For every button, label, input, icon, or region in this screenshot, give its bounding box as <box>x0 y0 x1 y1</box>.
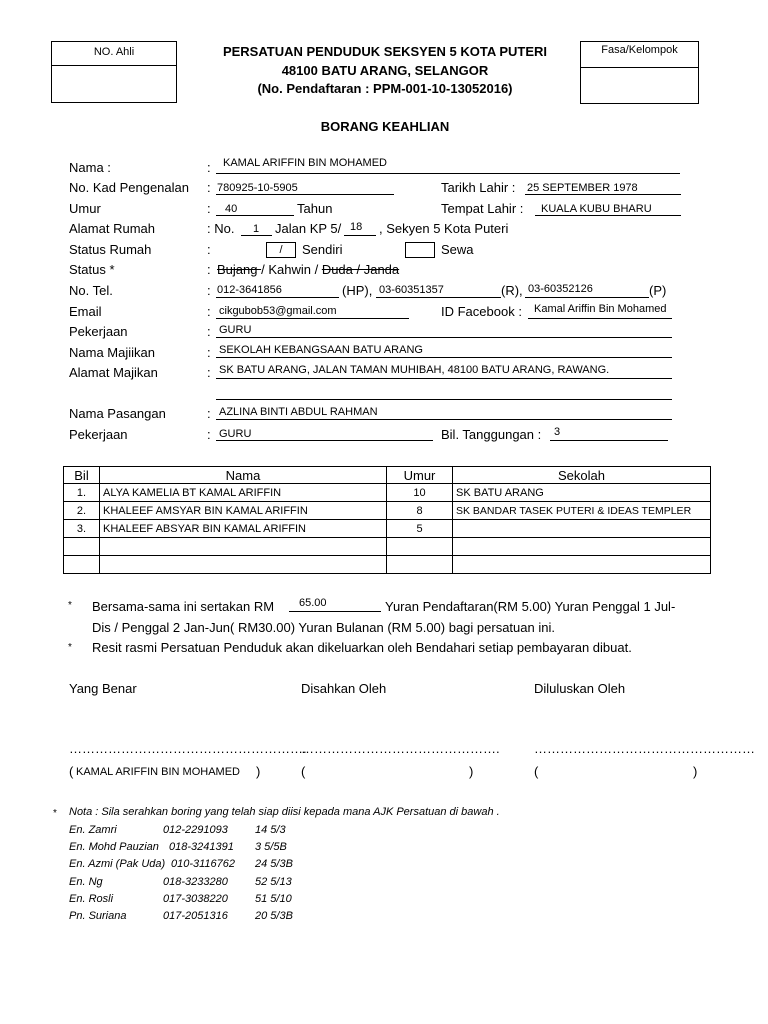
status-options[interactable] <box>217 262 399 277</box>
colon: : <box>207 427 211 442</box>
hp-suffix: (HP), <box>342 283 373 298</box>
alamat-jalan-prefix: Jalan KP 5/ <box>275 221 342 236</box>
no-ahli-box <box>51 41 177 103</box>
fb-label: ID Facebook : <box>441 304 522 319</box>
alamat-label: Alamat Rumah <box>69 221 155 236</box>
status-bujang: Bujang <box>217 262 262 277</box>
tel-label: No. Tel. <box>69 283 113 298</box>
email-field[interactable]: cikgubob53@gmail.com <box>219 305 337 317</box>
disahkan-open-paren: ( <box>301 764 306 779</box>
no-ahli-label: NO. Ahli <box>93 46 135 58</box>
umur-field[interactable]: 40 <box>225 203 238 215</box>
contact-address: 3 5/5B <box>255 841 287 853</box>
sendiri-label: Sendiri <box>302 242 343 257</box>
pekerjaan2-label: Pekerjaan <box>69 427 128 442</box>
tel-r-field[interactable]: 03-60351357 <box>379 284 444 296</box>
tel-hp-field[interactable]: 012-3641856 <box>217 284 282 296</box>
cell-nama[interactable] <box>100 556 387 574</box>
fee-line1-prefix: Bersama-sama ini sertakan RM <box>92 599 275 614</box>
contact-address: 14 5/3 <box>255 824 286 836</box>
cell-nama[interactable]: KHALEEF ABSYAR BIN KAMAL ARIFFIN <box>100 520 387 538</box>
cell-nama[interactable]: KHALEEF AMSYAR BIN KAMAL ARIFFIN <box>100 502 387 520</box>
contact-address: 24 5/3B <box>255 858 293 870</box>
email-label: Email <box>69 304 102 319</box>
tanggungan-label: Bil. Tanggungan : <box>441 427 542 442</box>
colon: : <box>207 160 211 175</box>
dob-field[interactable]: 25 SEPTEMBER 1978 <box>527 182 638 194</box>
col-umur: Umur <box>387 467 453 484</box>
alamat-no-field[interactable]: 1 <box>253 223 260 235</box>
sewa-label: Sewa <box>441 242 474 257</box>
contact-phone: 017-2051316 <box>163 910 228 922</box>
diluluskan-open-paren: ( <box>534 764 539 779</box>
yang-benar-label: Yang Benar <box>69 681 137 696</box>
contact-address: 51 5/10 <box>255 893 292 905</box>
contact-name: En. Zamri <box>69 824 117 836</box>
dob-label: Tarikh Lahir : <box>441 180 516 195</box>
colon: : <box>207 201 211 216</box>
colon: : <box>207 242 211 257</box>
cell-umur[interactable] <box>387 556 453 574</box>
fee-line2: Dis / Penggal 2 Jan-Jun( RM30.00) Yuran Bulanan (RM 5.00) bagi persatuan ini. <box>92 620 555 635</box>
alamat-no-prefix: : No. <box>207 221 235 236</box>
colon: : <box>207 262 211 277</box>
tanggungan-field[interactable]: 3 <box>554 426 561 438</box>
table-row <box>64 556 711 574</box>
cell-nama[interactable] <box>100 538 387 556</box>
colon: : <box>207 180 211 195</box>
org-address: 48100 BATU ARANG, SELANGOR <box>281 63 489 78</box>
signer-name[interactable]: KAMAL ARIFFIN BIN MOHAMED <box>76 766 241 778</box>
disahkan-close-paren: ) <box>469 764 474 779</box>
note-text: Nota : Sila serahkan boring yang telah siap diisi kepada mana AJK Persatuan di bawah . <box>69 806 500 818</box>
contact-address: 20 5/3B <box>255 910 293 922</box>
cell-umur[interactable]: 5 <box>387 520 453 538</box>
alamat-jalan-field[interactable]: 18 <box>350 221 363 233</box>
fb-field[interactable]: Kamal Ariffin Bin Mohamed <box>534 303 667 315</box>
cell-umur[interactable] <box>387 538 453 556</box>
contact-name: En. Rosli <box>69 893 114 905</box>
status-rumah-label: Status Rumah <box>69 242 152 257</box>
majikan-field[interactable]: SEKOLAH KEBANGSAAN BATU ARANG <box>219 344 423 356</box>
bullet-icon: * <box>68 600 72 611</box>
cell-sekolah[interactable]: SK BANDAR TASEK PUTERI & IDEAS TEMPLER <box>453 502 711 520</box>
status-label: Status * <box>69 262 115 277</box>
table-row <box>64 538 711 556</box>
colon: : <box>207 365 211 380</box>
check-mark: / <box>279 244 283 256</box>
bullet-icon: * <box>68 642 72 653</box>
contact-address: 52 5/13 <box>255 876 292 888</box>
status-kahwin: / Kahwin / <box>261 262 319 277</box>
contact-name: En. Azmi (Pak Uda) <box>69 858 166 870</box>
org-name: PERSATUAN PENDUDUK SEKSYEN 5 KOTA PUTERI <box>222 44 548 59</box>
ic-label: No. Kad Pengenalan <box>69 180 189 195</box>
contact-phone: 010-3116762 <box>171 858 236 870</box>
pob-label: Tempat Lahir : <box>441 201 524 216</box>
table-row <box>64 520 711 538</box>
col-nama: Nama <box>100 467 387 484</box>
majikan-label: Nama Majiikan <box>69 345 155 360</box>
pasangan-label: Nama Pasangan <box>69 406 166 421</box>
pob-field[interactable]: KUALA KUBU BHARU <box>541 203 652 215</box>
cell-sekolah[interactable]: SK BATU ARANG <box>453 484 711 502</box>
colon: : <box>207 345 211 360</box>
fee-line3: Resit rasmi Persatuan Penduduk akan dikeluarkan oleh Bendahari setiap pembayaran dibuat. <box>92 640 632 655</box>
ic-field[interactable]: 780925-10-5905 <box>217 182 298 194</box>
table-row <box>64 502 711 520</box>
col-sekolah: Sekolah <box>453 467 711 484</box>
status-duda-janda: Duda / Janda <box>321 262 400 277</box>
cell-bil: 1. <box>64 484 100 502</box>
colon: : <box>207 324 211 339</box>
fee-amount-field[interactable]: 65.00 <box>299 597 327 609</box>
pekerjaan-label: Pekerjaan <box>69 324 128 339</box>
contact-phone: 017-3038220 <box>163 893 228 905</box>
colon: : <box>207 406 211 421</box>
cell-nama[interactable]: ALYA KAMELIA BT KAMAL ARIFFIN <box>100 484 387 502</box>
children-table <box>63 466 711 574</box>
tel-p-field[interactable]: 03-60352126 <box>528 283 593 295</box>
contact-phone: 012-2291093 <box>163 824 228 836</box>
bullet-icon: * <box>53 808 57 819</box>
cell-bil: 2. <box>64 502 100 520</box>
nama-label: Nama : <box>69 160 111 175</box>
p-suffix: (P) <box>649 283 667 298</box>
colon: : <box>207 304 211 319</box>
sewa-checkbox[interactable] <box>405 242 435 258</box>
contact-name: En. Mohd Pauzian <box>69 841 159 853</box>
signer-close-paren: ) <box>256 764 261 779</box>
sendiri-checkbox[interactable] <box>266 242 296 258</box>
cell-sekolah[interactable] <box>453 520 711 538</box>
cell-umur[interactable]: 8 <box>387 502 453 520</box>
diluluskan-label: Diluluskan Oleh <box>534 681 626 696</box>
alamat-majikan-label: Alamat Majikan <box>69 365 158 380</box>
tahun-label: Tahun <box>297 201 333 216</box>
cell-sekolah[interactable] <box>453 556 711 574</box>
fee-line1-suffix: Yuran Pendaftaran(RM 5.00) Yuran Penggal 1 Jul- <box>385 599 676 614</box>
pekerjaan2-field[interactable]: GURU <box>219 428 252 440</box>
fasa-label: Fasa/Kelompok <box>601 44 678 56</box>
col-bil: Bil <box>64 467 100 484</box>
alamat-suffix: , Sekyen 5 Kota Puteri <box>379 221 509 236</box>
contact-phone: 018-3241391 <box>169 841 234 853</box>
table-row <box>64 484 711 502</box>
registration-number: (No. Pendaftaran : PPM-001-10-13052016) <box>257 81 513 96</box>
pasangan-field[interactable]: AZLINA BINTI ABDUL RAHMAN <box>219 406 378 418</box>
alamat-majikan-field[interactable]: SK BATU ARANG, JALAN TAMAN MUHIBAH, 48100 BATU ARANG, RAWANG. <box>219 364 610 376</box>
nama-field[interactable]: KAMAL ARIFFIN BIN MOHAMED <box>223 157 388 169</box>
table-header-row <box>64 467 711 484</box>
r-suffix: (R), <box>501 283 523 298</box>
cell-sekolah[interactable] <box>453 538 711 556</box>
signature-line-2[interactable]: ………………………………………. <box>301 741 500 756</box>
cell-bil <box>64 538 100 556</box>
colon: : <box>207 283 211 298</box>
cell-bil: 3. <box>64 520 100 538</box>
fasa-box <box>580 41 699 104</box>
signature-line-1[interactable]: ………………………………………………. <box>69 741 307 756</box>
contact-phone: 018-3233280 <box>163 876 228 888</box>
signer-open-paren: ( <box>69 764 74 779</box>
form-title: BORANG KEAHLIAN <box>320 119 450 134</box>
diluluskan-close-paren: ) <box>693 764 698 779</box>
pekerjaan-field[interactable]: GURU <box>219 324 252 336</box>
signature-line-3[interactable]: …………………………………………… <box>534 741 755 756</box>
cell-bil <box>64 556 100 574</box>
umur-label: Umur <box>69 201 101 216</box>
contact-name: Pn. Suriana <box>69 910 127 922</box>
disahkan-label: Disahkan Oleh <box>301 681 387 696</box>
cell-umur[interactable]: 10 <box>387 484 453 502</box>
contact-name: En. Ng <box>69 876 103 888</box>
